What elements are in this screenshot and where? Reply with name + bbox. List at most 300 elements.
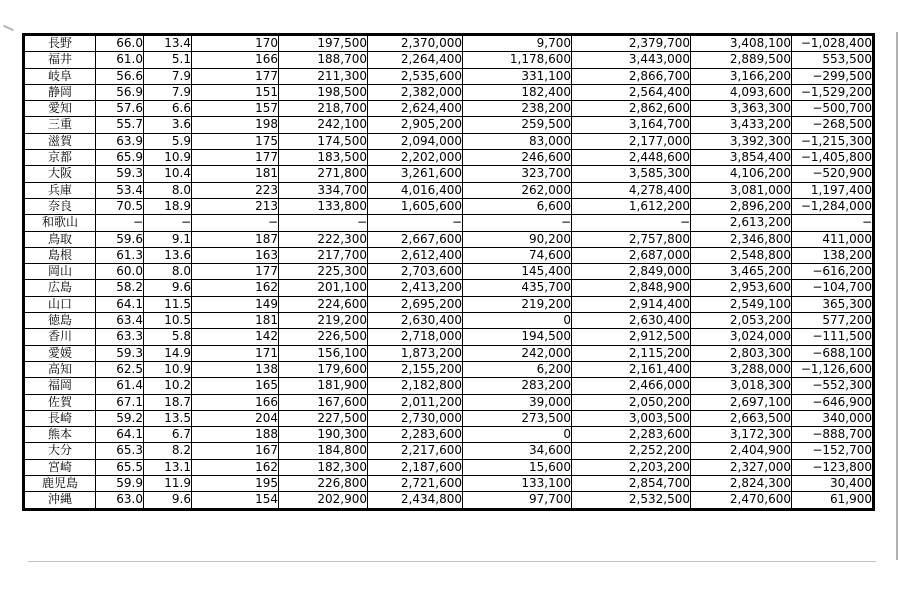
value-cell: −688,100 [792, 345, 874, 361]
value-cell: 2,202,000 [368, 150, 463, 166]
table-row [24, 459, 874, 475]
table-row [24, 84, 874, 100]
value-cell: 170 [192, 35, 279, 52]
value-cell: 2,011,200 [368, 394, 463, 410]
value-cell: 2,448,600 [572, 150, 691, 166]
value-cell: 61.3 [96, 247, 144, 263]
value-cell: 2,115,200 [572, 345, 691, 361]
prefecture-name-cell: 奈良 [24, 198, 96, 214]
prefecture-name-cell: 島根 [24, 247, 96, 263]
value-cell: 2,283,600 [368, 427, 463, 443]
value-cell: 2,470,600 [691, 492, 792, 509]
value-cell: 198 [192, 117, 279, 133]
prefecture-name-cell: 鳥取 [24, 231, 96, 247]
value-cell: 1,605,600 [368, 198, 463, 214]
value-cell: 165 [192, 378, 279, 394]
table-row [24, 198, 874, 214]
value-cell: 10.9 [144, 150, 192, 166]
value-cell: 198,500 [279, 84, 368, 100]
value-cell: 9.6 [144, 280, 192, 296]
value-cell: 4,106,200 [691, 166, 792, 182]
value-cell: −888,700 [792, 427, 874, 443]
value-cell: 9.6 [144, 492, 192, 509]
value-cell: 197,500 [279, 35, 368, 52]
prefecture-name-cell: 岐阜 [24, 68, 96, 84]
table-row [24, 492, 874, 509]
value-cell: 65.9 [96, 150, 144, 166]
value-cell: 66.0 [96, 35, 144, 52]
value-cell: 10.9 [144, 361, 192, 377]
value-cell: 177 [192, 68, 279, 84]
value-cell: 56.9 [96, 84, 144, 100]
value-cell: 2,630,400 [572, 313, 691, 329]
value-cell: 149 [192, 296, 279, 312]
value-cell: 6,600 [463, 198, 572, 214]
value-cell: 9,700 [463, 35, 572, 52]
prefecture-name-cell: 大分 [24, 443, 96, 459]
value-cell: 10.4 [144, 166, 192, 182]
value-cell: 63.0 [96, 492, 144, 509]
prefecture-name-cell: 三重 [24, 117, 96, 133]
value-cell: 59.3 [96, 345, 144, 361]
prefecture-name-cell: 静岡 [24, 84, 96, 100]
value-cell: 2,630,400 [368, 313, 463, 329]
value-cell: 224,600 [279, 296, 368, 312]
table-row [24, 133, 874, 149]
value-cell: 167,600 [279, 394, 368, 410]
table-row [24, 52, 874, 68]
value-cell: 145,400 [463, 264, 572, 280]
value-cell: 58.2 [96, 280, 144, 296]
value-cell: 3,363,300 [691, 101, 792, 117]
value-cell: 2,854,700 [572, 476, 691, 492]
value-cell: −1,529,200 [792, 84, 874, 100]
value-cell: 175 [192, 133, 279, 149]
value-cell: 2,803,300 [691, 345, 792, 361]
table-bottom-shadow-line [28, 561, 876, 562]
value-cell: 3,164,700 [572, 117, 691, 133]
value-cell: 2,824,300 [691, 476, 792, 492]
prefecture-name-cell: 鹿児島 [24, 476, 96, 492]
value-cell: 177 [192, 264, 279, 280]
table-row [24, 150, 874, 166]
value-cell: 259,500 [463, 117, 572, 133]
top-left-artifact [3, 25, 14, 31]
value-cell: 10.2 [144, 378, 192, 394]
value-cell: −111,500 [792, 329, 874, 345]
value-cell: 2,548,800 [691, 247, 792, 263]
table-row [24, 231, 874, 247]
value-cell: 190,300 [279, 427, 368, 443]
value-cell: −500,700 [792, 101, 874, 117]
value-cell: 2,703,600 [368, 264, 463, 280]
value-cell: 64.1 [96, 296, 144, 312]
value-cell: −1,126,600 [792, 361, 874, 377]
table-row [24, 410, 874, 426]
value-cell: 57.6 [96, 101, 144, 117]
value-cell: 13.1 [144, 459, 192, 475]
value-cell: 222,300 [279, 231, 368, 247]
value-cell: 2,535,600 [368, 68, 463, 84]
value-cell: 218,700 [279, 101, 368, 117]
value-cell: 138,200 [792, 247, 874, 263]
value-cell: 30,400 [792, 476, 874, 492]
value-cell: − [572, 215, 691, 231]
value-cell: −552,300 [792, 378, 874, 394]
table-row [24, 443, 874, 459]
value-cell: 3.6 [144, 117, 192, 133]
value-cell: 2,155,200 [368, 361, 463, 377]
value-cell: 2,217,600 [368, 443, 463, 459]
value-cell: 577,200 [792, 313, 874, 329]
value-cell: 177 [192, 150, 279, 166]
prefecture-name-cell: 岡山 [24, 264, 96, 280]
value-cell: −646,900 [792, 394, 874, 410]
value-cell: 166 [192, 394, 279, 410]
value-cell: 331,100 [463, 68, 572, 84]
value-cell: −123,800 [792, 459, 874, 475]
value-cell: 60.0 [96, 264, 144, 280]
value-cell: 271,800 [279, 166, 368, 182]
value-cell: 184,800 [279, 443, 368, 459]
prefecture-name-cell: 兵庫 [24, 182, 96, 198]
value-cell: 226,500 [279, 329, 368, 345]
value-cell: 1,197,400 [792, 182, 874, 198]
value-cell: 56.6 [96, 68, 144, 84]
prefecture-name-cell: 広島 [24, 280, 96, 296]
value-cell: 2,252,200 [572, 443, 691, 459]
value-cell: 61.0 [96, 52, 144, 68]
table-row [24, 101, 874, 117]
value-cell: 181 [192, 313, 279, 329]
value-cell: 553,500 [792, 52, 874, 68]
value-cell: 65.3 [96, 443, 144, 459]
value-cell: 2,866,700 [572, 68, 691, 84]
prefecture-name-cell: 熊本 [24, 427, 96, 443]
value-cell: −1,215,300 [792, 133, 874, 149]
value-cell: 2,697,100 [691, 394, 792, 410]
value-cell: 334,700 [279, 182, 368, 198]
value-cell: 133,100 [463, 476, 572, 492]
value-cell: 223 [192, 182, 279, 198]
value-cell: 9.1 [144, 231, 192, 247]
value-cell: 2,687,000 [572, 247, 691, 263]
value-cell: 63.3 [96, 329, 144, 345]
value-cell: 2,612,400 [368, 247, 463, 263]
value-cell: 3,465,200 [691, 264, 792, 280]
table-row [24, 476, 874, 492]
table-row [24, 117, 874, 133]
value-cell: 365,300 [792, 296, 874, 312]
value-cell: 3,288,000 [691, 361, 792, 377]
value-cell: 226,800 [279, 476, 368, 492]
value-cell: 2,413,200 [368, 280, 463, 296]
value-cell: 6.6 [144, 101, 192, 117]
value-cell: 225,300 [279, 264, 368, 280]
value-cell: 97,700 [463, 492, 572, 509]
value-cell: 61,900 [792, 492, 874, 509]
value-cell: 65.5 [96, 459, 144, 475]
value-cell: 1,873,200 [368, 345, 463, 361]
value-cell: 3,261,600 [368, 166, 463, 182]
value-cell: 2,434,800 [368, 492, 463, 509]
value-cell: − [463, 215, 572, 231]
value-cell: 217,700 [279, 247, 368, 263]
prefecture-name-cell: 山口 [24, 296, 96, 312]
value-cell: 411,000 [792, 231, 874, 247]
value-cell: 2,327,000 [691, 459, 792, 475]
value-cell: 2,161,400 [572, 361, 691, 377]
value-cell: 74,600 [463, 247, 572, 263]
value-cell: 174,500 [279, 133, 368, 149]
value-cell: 219,200 [463, 296, 572, 312]
value-cell: 2,667,600 [368, 231, 463, 247]
table-row [24, 427, 874, 443]
prefecture-name-cell: 福井 [24, 52, 96, 68]
value-cell: 59.2 [96, 410, 144, 426]
value-cell: 194,500 [463, 329, 572, 345]
prefecture-name-cell: 沖縄 [24, 492, 96, 509]
table-row [24, 296, 874, 312]
value-cell: − [192, 215, 279, 231]
value-cell: 2,862,600 [572, 101, 691, 117]
value-cell: − [279, 215, 368, 231]
value-cell: 204 [192, 410, 279, 426]
value-cell: 2,182,800 [368, 378, 463, 394]
value-cell: 202,900 [279, 492, 368, 509]
table-row [24, 361, 874, 377]
value-cell: −299,500 [792, 68, 874, 84]
value-cell: 90,200 [463, 231, 572, 247]
value-cell: 6.7 [144, 427, 192, 443]
value-cell: 2,053,200 [691, 313, 792, 329]
table-row [24, 247, 874, 263]
value-cell: 227,500 [279, 410, 368, 426]
value-cell: 181 [192, 166, 279, 182]
value-cell: 13.4 [144, 35, 192, 52]
prefecture-name-cell: 愛媛 [24, 345, 96, 361]
value-cell: −520,900 [792, 166, 874, 182]
value-cell: 163 [192, 247, 279, 263]
value-cell: 2,404,900 [691, 443, 792, 459]
value-cell: 4,093,600 [691, 84, 792, 100]
table-row [24, 166, 874, 182]
table-row [24, 313, 874, 329]
value-cell: 2,889,500 [691, 52, 792, 68]
value-cell: 7.9 [144, 68, 192, 84]
value-cell: 2,532,500 [572, 492, 691, 509]
value-cell: − [368, 215, 463, 231]
value-cell: 157 [192, 101, 279, 117]
value-cell: 188,700 [279, 52, 368, 68]
value-cell: 2,721,600 [368, 476, 463, 492]
value-cell: 2,094,000 [368, 133, 463, 149]
value-cell: 162 [192, 280, 279, 296]
value-cell: 340,000 [792, 410, 874, 426]
value-cell: 83,000 [463, 133, 572, 149]
value-cell: 7.9 [144, 84, 192, 100]
value-cell: 219,200 [279, 313, 368, 329]
value-cell: 2,695,200 [368, 296, 463, 312]
table-row [24, 35, 874, 52]
value-cell: 63.9 [96, 133, 144, 149]
value-cell: 2,283,600 [572, 427, 691, 443]
value-cell: 183,500 [279, 150, 368, 166]
value-cell: 53.4 [96, 182, 144, 198]
value-cell: 3,003,500 [572, 410, 691, 426]
value-cell: 70.5 [96, 198, 144, 214]
value-cell: −616,200 [792, 264, 874, 280]
value-cell: 179,600 [279, 361, 368, 377]
prefecture-name-cell: 高知 [24, 361, 96, 377]
value-cell: 2,912,500 [572, 329, 691, 345]
value-cell: 262,000 [463, 182, 572, 198]
value-cell: 242,000 [463, 345, 572, 361]
value-cell: 283,200 [463, 378, 572, 394]
value-cell: 2,370,000 [368, 35, 463, 52]
value-cell: 11.9 [144, 476, 192, 492]
value-cell: 3,433,200 [691, 117, 792, 133]
value-cell: 2,953,600 [691, 280, 792, 296]
table-row [24, 345, 874, 361]
value-cell: 10.5 [144, 313, 192, 329]
value-cell: 39,000 [463, 394, 572, 410]
value-cell: 61.4 [96, 378, 144, 394]
value-cell: 2,718,000 [368, 329, 463, 345]
value-cell: 18.7 [144, 394, 192, 410]
value-cell: 3,392,300 [691, 133, 792, 149]
value-cell: 8.0 [144, 264, 192, 280]
value-cell: 2,663,500 [691, 410, 792, 426]
value-cell: 2,346,800 [691, 231, 792, 247]
value-cell: 13.6 [144, 247, 192, 263]
value-cell: 2,382,000 [368, 84, 463, 100]
value-cell: 273,500 [463, 410, 572, 426]
prefecture-name-cell: 滋賀 [24, 133, 96, 149]
value-cell: 188 [192, 427, 279, 443]
value-cell: 62.5 [96, 361, 144, 377]
value-cell: 2,613,200 [691, 215, 792, 231]
prefecture-name-cell: 徳島 [24, 313, 96, 329]
value-cell: 138 [192, 361, 279, 377]
value-cell: 2,264,400 [368, 52, 463, 68]
value-cell: 4,016,400 [368, 182, 463, 198]
value-cell: 3,166,200 [691, 68, 792, 84]
value-cell: 63.4 [96, 313, 144, 329]
value-cell: 34,600 [463, 443, 572, 459]
value-cell: 0 [463, 427, 572, 443]
value-cell: 14.9 [144, 345, 192, 361]
prefecture-name-cell: 和歌山 [24, 215, 96, 231]
value-cell: 3,854,400 [691, 150, 792, 166]
value-cell: 3,024,000 [691, 329, 792, 345]
prefecture-name-cell: 佐賀 [24, 394, 96, 410]
table-row [24, 215, 874, 231]
value-cell: 133,800 [279, 198, 368, 214]
value-cell: 59.9 [96, 476, 144, 492]
value-cell: 6,200 [463, 361, 572, 377]
value-cell: 2,177,000 [572, 133, 691, 149]
value-cell: 242,100 [279, 117, 368, 133]
value-cell: 2,730,000 [368, 410, 463, 426]
value-cell: 2,203,200 [572, 459, 691, 475]
value-cell: 0 [463, 313, 572, 329]
value-cell: 201,100 [279, 280, 368, 296]
value-cell: 2,564,400 [572, 84, 691, 100]
value-cell: 3,081,000 [691, 182, 792, 198]
value-cell: 211,300 [279, 68, 368, 84]
prefecture-name-cell: 香川 [24, 329, 96, 345]
value-cell: − [144, 215, 192, 231]
value-cell: 5.1 [144, 52, 192, 68]
value-cell: 167 [192, 443, 279, 459]
value-cell: −1,405,800 [792, 150, 874, 166]
prefecture-name-cell: 長野 [24, 35, 96, 52]
table-row [24, 394, 874, 410]
value-cell: 8.2 [144, 443, 192, 459]
value-cell: 2,187,600 [368, 459, 463, 475]
value-cell: 195 [192, 476, 279, 492]
value-cell: 2,896,200 [691, 198, 792, 214]
value-cell: 4,278,400 [572, 182, 691, 198]
value-cell: 3,408,100 [691, 35, 792, 52]
table-row [24, 264, 874, 280]
value-cell: −268,500 [792, 117, 874, 133]
value-cell: 11.5 [144, 296, 192, 312]
value-cell: 15,600 [463, 459, 572, 475]
prefecture-name-cell: 愛知 [24, 101, 96, 117]
value-cell: 3,443,000 [572, 52, 691, 68]
table-row [24, 378, 874, 394]
value-cell: 67.1 [96, 394, 144, 410]
value-cell: 55.7 [96, 117, 144, 133]
value-cell: 166 [192, 52, 279, 68]
value-cell: 2,624,400 [368, 101, 463, 117]
value-cell: 64.1 [96, 427, 144, 443]
prefecture-data-table [22, 33, 875, 511]
prefecture-name-cell: 長崎 [24, 410, 96, 426]
value-cell: 59.6 [96, 231, 144, 247]
value-cell: 2,466,000 [572, 378, 691, 394]
value-cell: 182,300 [279, 459, 368, 475]
prefecture-name-cell: 福岡 [24, 378, 96, 394]
value-cell: 5.9 [144, 133, 192, 149]
value-cell: − [96, 215, 144, 231]
value-cell: −1,284,000 [792, 198, 874, 214]
value-cell: 2,757,800 [572, 231, 691, 247]
value-cell: 5.8 [144, 329, 192, 345]
value-cell: 2,549,100 [691, 296, 792, 312]
prefecture-name-cell: 大阪 [24, 166, 96, 182]
value-cell: 59.3 [96, 166, 144, 182]
prefecture-data-table-container [22, 33, 872, 511]
table-row [24, 68, 874, 84]
value-cell: 2,849,000 [572, 264, 691, 280]
table-row [24, 182, 874, 198]
value-cell: 238,200 [463, 101, 572, 117]
value-cell: 162 [192, 459, 279, 475]
value-cell: 2,379,700 [572, 35, 691, 52]
value-cell: 151 [192, 84, 279, 100]
value-cell: −152,700 [792, 443, 874, 459]
value-cell: 2,050,200 [572, 394, 691, 410]
value-cell: 8.0 [144, 182, 192, 198]
value-cell: 1,178,600 [463, 52, 572, 68]
data-table-body [24, 35, 874, 510]
value-cell: 3,018,300 [691, 378, 792, 394]
screenshot-right-edge-line [896, 32, 898, 560]
table-row [24, 329, 874, 345]
